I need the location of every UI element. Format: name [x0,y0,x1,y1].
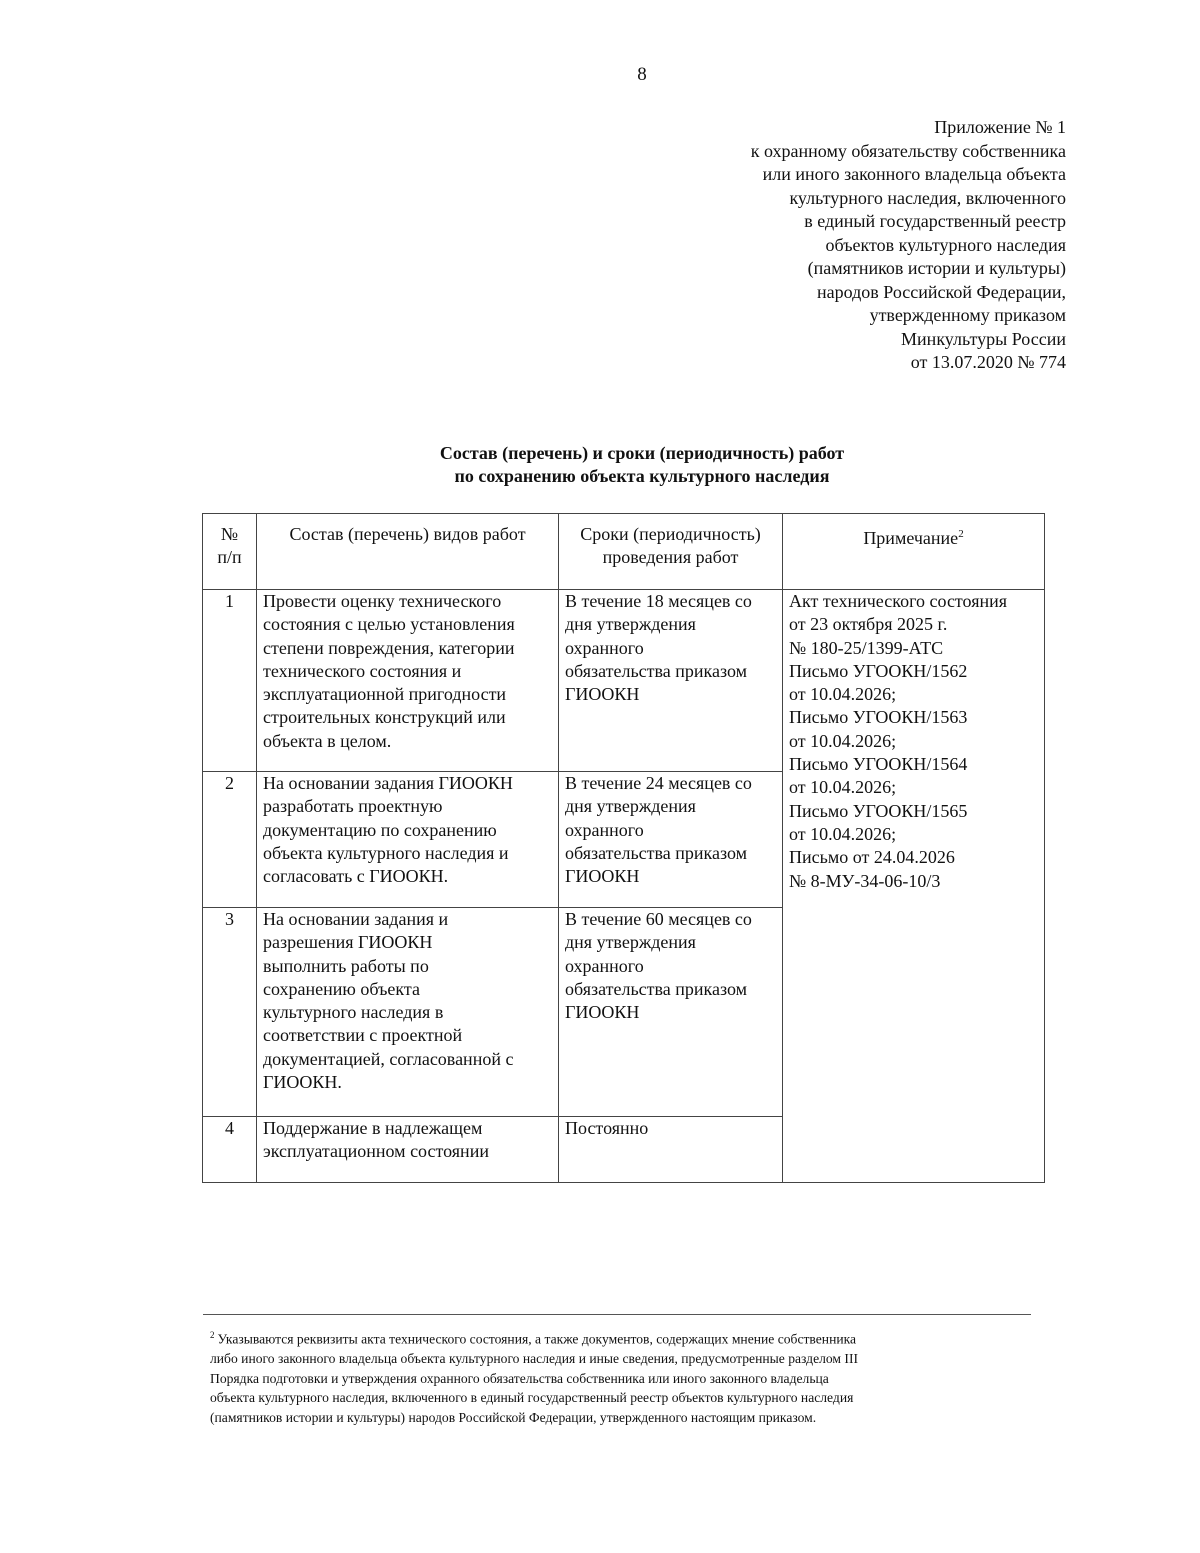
appendix-line: народов Российской Федерации, [817,281,1066,302]
cell-line: На основании задания и [263,909,449,929]
cell-line: охранного [565,955,644,976]
header-note-label: Примечание [863,528,959,548]
appendix-line: к охранному обязательству собственника [750,140,1066,161]
cell-line: культурного наследия в [263,1002,444,1023]
appendix-line: культурного наследия, включенного [789,187,1066,208]
cell-line: от 23 октября 2025 г. [789,614,948,635]
cell-line: документацию по сохранению [263,819,497,840]
appendix-line: (памятников истории и культуры) [807,258,1066,278]
cell-line: строительных конструкций или [263,707,506,728]
footnote-reference: 2 [958,528,964,540]
header-works [257,514,559,590]
page-number: 8 [637,64,647,85]
cell-line: объекта культурного наследия и [263,842,509,863]
cell-line: степени повреждения, категории [263,637,515,658]
cell-line: разработать проектную [263,796,443,817]
cell-line: Письмо УГООКН/1562 [789,660,968,681]
row-number: 3 [203,908,257,1117]
footnote-mark: 2 [210,1330,215,1340]
cell-line: обязательства приказом [565,978,748,999]
appendix-line: в единый государственный реестр [804,211,1066,231]
cell-line: Провести оценку технического [263,591,502,611]
row-note [783,590,1045,1183]
cell-line: технического состояния и [263,660,462,681]
cell-line: от 10.04.2026; [789,730,897,751]
header-number-line1: № [220,524,239,544]
header-works-label: Состав (перечень) видов работ [289,524,526,544]
cell-line: ГИООКН [565,866,640,887]
cell-line: Письмо УГООКН/1565 [789,800,968,821]
cell-line: от 10.04.2026; [789,777,897,798]
footnote-line: (памятников истории и культуры) народов Российской Федерации, утвержденного настоящим приказом. [210,1409,817,1425]
cell-line: № 8-МУ-34-06-10/3 [789,870,941,891]
cell-line: дня утверждения [565,796,696,817]
cell-line: охранного [565,637,644,658]
cell-line: Акт технического состояния [789,591,1008,611]
cell-line: ГИООКН. [263,1072,342,1093]
cell-line: от 10.04.2026; [789,684,897,705]
row-number: 2 [203,772,257,908]
cell-line: согласовать с ГИООКН. [263,866,449,887]
cell-line: эксплуатационном состоянии [263,1141,489,1162]
cell-line: В течение 24 месяцев со [565,773,752,793]
header-note [783,514,1045,590]
appendix-reference [646,116,1066,375]
cell-line: сохранению объекта [263,978,420,999]
row-works [257,1117,559,1183]
row-works [257,590,559,772]
cell-line: В течение 60 месяцев со [565,909,752,929]
row-works [257,908,559,1117]
cell-line: объекта в целом. [263,730,392,751]
row-terms [559,772,783,908]
cell-line: охранного [565,819,644,840]
cell-line: документацией, согласованной с [263,1048,514,1069]
row-number: 4 [203,1117,257,1183]
cell-line: разрешения ГИООКН [263,932,433,953]
works-table [202,513,1045,1183]
header-number-line2: п/п [217,547,242,568]
cell-line: обязательства приказом [565,842,748,863]
cell-line: Поддержание в надлежащем [263,1118,483,1138]
cell-line: В течение 18 месяцев со [565,591,752,611]
header-number [203,514,257,590]
appendix-line: утвержденному приказом [869,305,1066,325]
cell-line: эксплуатационной пригодности [263,684,507,705]
appendix-line: объектов культурного наследия [825,234,1066,255]
cell-line: соответствии с проектной [263,1025,463,1046]
cell-line: состояния с целью установления [263,614,515,635]
footnote-line [210,1326,1022,1349]
cell-line: Письмо от 24.04.2026 [789,847,955,868]
cell-line: от 10.04.2026; [789,823,897,844]
row-works [257,772,559,908]
cell-line: Письмо УГООКН/1563 [789,707,968,728]
row-number: 1 [203,590,257,772]
row-terms [559,908,783,1117]
title-line-2: по сохранению объекта культурного наследия [454,466,830,486]
header-terms-line2: проведения работ [602,547,739,568]
cell-line: дня утверждения [565,932,696,953]
document-title [0,442,1200,488]
table-header-row [203,514,1045,590]
appendix-line: Минкультуры России [901,328,1066,349]
footnote-text: Указываются реквизиты акта технического состояния, а также документов, содержащих мнение собственника [217,1331,857,1347]
footnote-divider [203,1314,1031,1315]
footnote-line: Порядка подготовки и утверждения охранного обязательства собственника или иного законного владельца [210,1370,829,1386]
cell-line: обязательства приказом [565,660,748,681]
title-line-1: Состав (перечень) и сроки (периодичность) работ [439,443,845,463]
cell-line: На основании задания ГИООКН [263,773,513,793]
header-terms-line1: Сроки (периодичность) [580,524,761,544]
cell-line: ГИООКН [565,684,640,705]
cell-line: Письмо УГООКН/1564 [789,754,968,775]
row-terms [559,1117,783,1183]
cell-line: ГИООКН [565,1002,640,1023]
appendix-line: Приложение № 1 [934,117,1066,137]
cell-line: № 180-25/1399-АТС [789,637,944,658]
row-terms [559,590,783,772]
footnote-line: объекта культурного наследия, включенного в единый государственный реестр объектов культурного наследия [210,1390,854,1406]
footnote [210,1326,1022,1428]
cell-line: выполнить работы по [263,955,429,976]
cell-line: Постоянно [565,1118,649,1138]
header-terms [559,514,783,590]
footnote-line: либо иного законного владельца объекта культурного наследия и иные сведения, предусмотренные разделом III [210,1351,859,1367]
appendix-line: или иного законного владельца объекта [762,164,1066,184]
cell-line: дня утверждения [565,614,696,635]
appendix-line: от 13.07.2020 № 774 [910,352,1066,372]
table-row [203,590,1045,772]
